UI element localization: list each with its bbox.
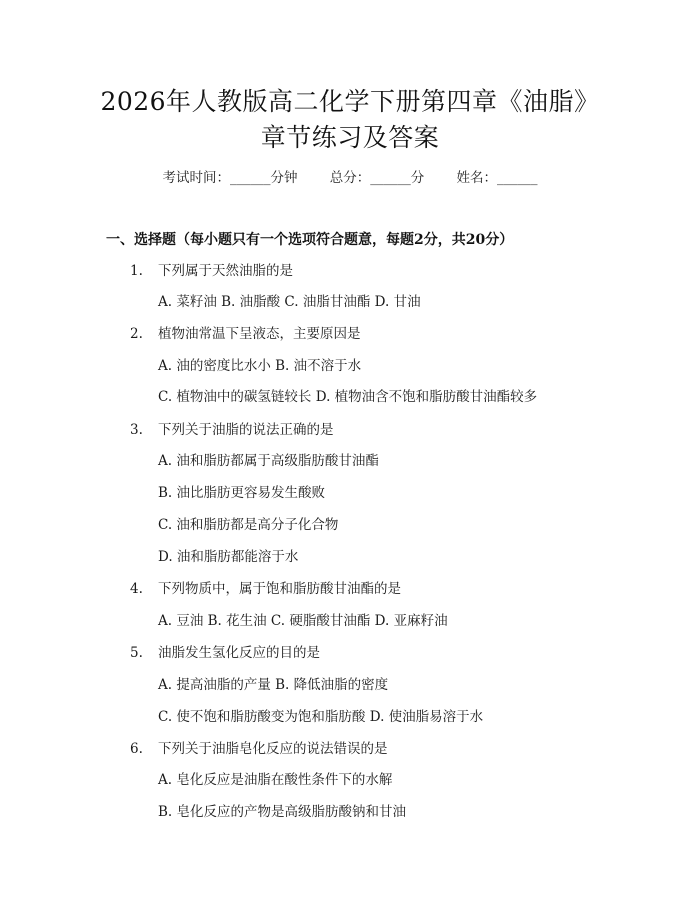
question-2-options-cd: C. 植物油中的碳氢链较长 D. 植物油含不饱和脂肪酸甘油酯较多 bbox=[158, 389, 538, 405]
question-5 bbox=[130, 643, 320, 663]
question-3-option-b: B. 油比脂肪更容易发生酸败 bbox=[158, 485, 326, 501]
document-title-line1: 2026年人教版高二化学下册第四章《油脂》 bbox=[100, 87, 600, 116]
question-stem: 下列关于油脂皂化反应的说法错误的是 bbox=[158, 741, 388, 757]
exam-info bbox=[0, 168, 700, 188]
exam-time-field: 考试时间：______分钟 bbox=[162, 170, 298, 186]
student-name-field: 姓名：______ bbox=[456, 170, 538, 186]
question-3 bbox=[130, 420, 334, 440]
question-number: 4. bbox=[130, 581, 143, 597]
section-heading-multiple-choice: 一、选择题（每小题只有一个选项符合题意，每题2分，共20分） bbox=[106, 232, 514, 248]
question-number: 6. bbox=[130, 741, 143, 757]
question-stem: 下列关于油脂的说法正确的是 bbox=[158, 422, 334, 438]
question-number: 1. bbox=[130, 263, 143, 279]
question-3-option-c: C. 油和脂肪都是高分子化合物 bbox=[158, 517, 339, 533]
question-6-option-b: B. 皂化反应的产物是高级脂肪酸钠和甘油 bbox=[158, 804, 407, 820]
question-4 bbox=[130, 579, 401, 599]
total-score-field: 总分：______分 bbox=[329, 170, 425, 186]
question-4-options: A. 豆油 B. 花生油 C. 硬脂酸甘油酯 D. 亚麻籽油 bbox=[158, 613, 448, 629]
document-title-line2: 章节练习及答案 bbox=[260, 123, 440, 152]
question-2 bbox=[130, 324, 361, 344]
question-number: 5. bbox=[130, 645, 143, 661]
question-3-option-d: D. 油和脂肪都能溶于水 bbox=[158, 549, 299, 565]
question-stem: 下列物质中，属于饱和脂肪酸甘油酯的是 bbox=[158, 581, 401, 597]
question-2-options-ab: A. 油的密度比水小 B. 油不溶于水 bbox=[158, 358, 362, 374]
question-stem: 下列属于天然油脂的是 bbox=[158, 263, 293, 279]
question-3-option-a: A. 油和脂肪都属于高级脂肪酸甘油酯 bbox=[158, 453, 379, 469]
question-1-options: A. 菜籽油 B. 油脂酸 C. 油脂甘油酯 D. 甘油 bbox=[158, 294, 421, 310]
question-6 bbox=[130, 739, 388, 759]
question-6-option-a: A. 皂化反应是油脂在酸性条件下的水解 bbox=[158, 772, 393, 788]
question-5-options-cd: C. 使不饱和脂肪酸变为饱和脂肪酸 D. 使油脂易溶于水 bbox=[158, 709, 484, 725]
question-stem: 油脂发生氢化反应的目的是 bbox=[158, 645, 320, 661]
question-1 bbox=[130, 261, 293, 281]
question-stem: 植物油常温下呈液态，主要原因是 bbox=[158, 326, 361, 342]
question-5-options-ab: A. 提高油脂的产量 B. 降低油脂的密度 bbox=[158, 677, 389, 693]
question-number: 3. bbox=[130, 422, 143, 438]
question-number: 2. bbox=[130, 326, 143, 342]
